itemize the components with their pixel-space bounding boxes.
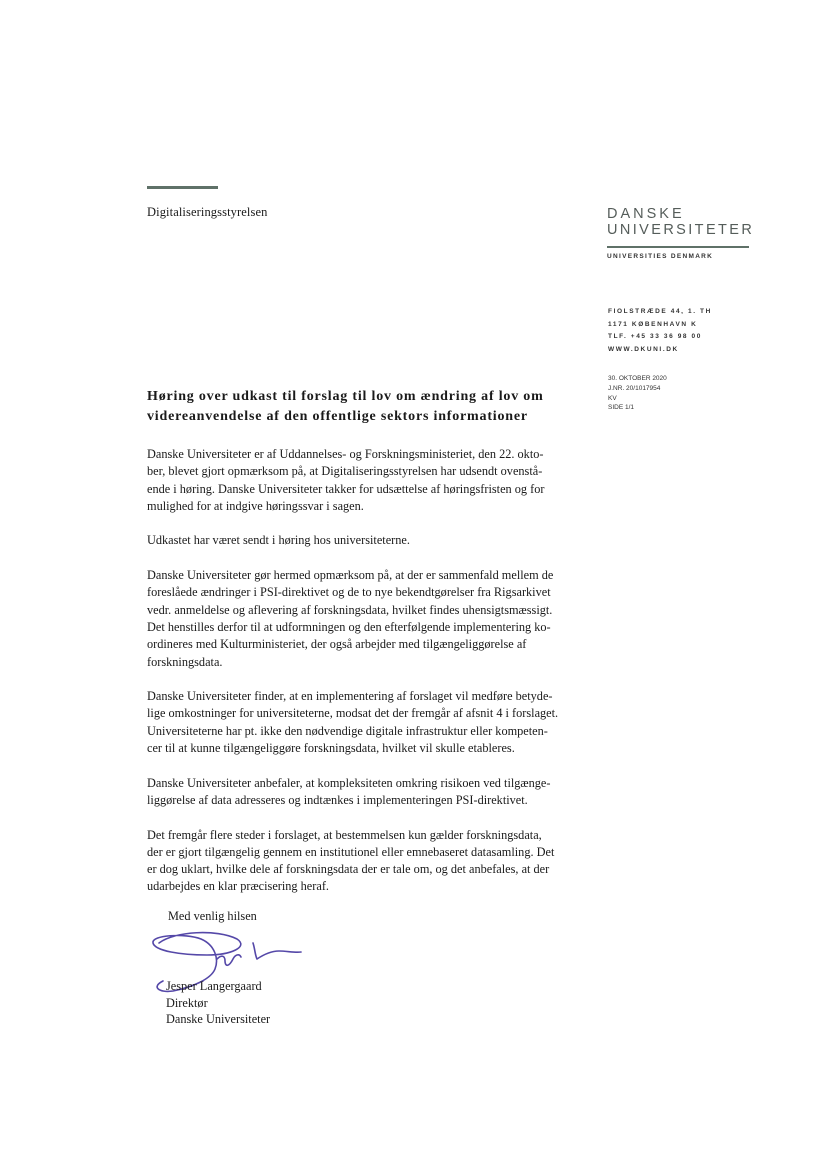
text-line: Danske Universiteter er af Uddannelses- og Forskningsministeriet, den 22. okto- [147, 447, 544, 461]
paragraph [147, 688, 612, 757]
letter-subject [147, 387, 597, 427]
text-line: der er gjort tilgængelig gennem en institutionel eller emnebaseret datasamling. Det [147, 844, 555, 859]
paragraph [147, 775, 612, 810]
paragraph [147, 532, 612, 549]
text-line: liggørelse af data adresseres og indtænkes i implementeringen PSI-direktivet. [147, 792, 528, 807]
text-line: Udkastet har været sendt i høring hos universiteterne. [147, 533, 410, 548]
letter-body [147, 446, 612, 913]
paragraph [147, 446, 612, 515]
text-line: ordineres med Kulturministeriet, der også arbejder med tilgængeliggørelse af [147, 637, 527, 652]
paragraph [147, 567, 612, 671]
address-city: 1171 KØBENHAVN K [608, 320, 698, 328]
text-line: ber, blevet gjort opmærksom på, at Digitaliseringsstyrelsen har udsendt ovenstå- [147, 464, 543, 479]
text-line: lige omkostninger for universiteterne, modsat det der fremgår af afsnit 4 i forslaget. [147, 706, 559, 721]
letter-metadata [608, 374, 667, 413]
signer-organization: Danske Universiteter [166, 1012, 271, 1026]
text-line: foreslåede ændringer i PSI-direktivet og de to nye bekendtgørelser fra Rigsarkivet [147, 585, 551, 600]
address-street: FIOLSTRÆDE 44, 1. TH [608, 308, 712, 315]
logo-line-universiteter: UNIVERSITETER [607, 222, 755, 238]
paragraph [147, 827, 612, 896]
closing-salutation: Med venlig hilsen [168, 909, 257, 923]
text-line: Universiteterne har pt. ikke den nødvendige digitale infrastruktur eller kompeten- [147, 723, 548, 738]
signer-block [166, 978, 270, 1028]
text-line: Det henstilles derfor til at udformningen og den efterfølgende implementering ko- [147, 619, 551, 634]
author-initials: KV [608, 394, 617, 402]
text-line: forskningsdata. [147, 654, 223, 669]
letter-date: 30. OKTOBER 2020 [608, 375, 667, 382]
text-line: vedr. anmeldelse og aflevering af forskningsdata, hvilket findes uhensigtsmæssigt. [147, 602, 553, 617]
text-line: Danske Universiteter anbefaler, at kompleksiteten omkring risikoen ved tilgænge- [147, 775, 551, 790]
text-line: udarbejdes en klar præcisering heraf. [147, 879, 329, 894]
subject-line: Høring over udkast til forslag til lov om ændring af lov om [147, 389, 544, 404]
text-line: cer til at kunne tilgængeliggøre forskningsdata, hvilket vil skulle etableres. [147, 741, 515, 756]
logo-subtitle: UNIVERSITIES DENMARK [607, 253, 714, 260]
organization-logo [607, 206, 755, 260]
text-line: Det fremgår flere steder i forslaget, at bestemmelsen kun gælder forskningsdata, [147, 827, 542, 842]
signer-name: Jesper Langergaard [166, 979, 262, 993]
text-line: er dog uklart, hvilke dele af forskningsdata der er tale om, og det anbefales, at der [147, 862, 550, 877]
address-phone: TLF. +45 33 36 98 00 [608, 333, 702, 340]
recipient: Digitaliseringsstyrelsen [147, 205, 268, 219]
text-line: mulighed for at indgive høringssvar i sagen. [147, 498, 364, 513]
text-line: Danske Universiteter finder, at en implementering af forslaget vil medføre betyde- [147, 689, 553, 704]
address-web: WWW.DKUNI.DK [608, 345, 679, 353]
text-line: Danske Universiteter gør hermed opmærksom på, at der er sammenfald mellem de [147, 568, 554, 583]
sender-address [608, 306, 712, 356]
logo-line-danske: DANSKE [607, 206, 685, 222]
logo-divider [607, 246, 749, 248]
header-accent-rule [147, 186, 218, 189]
journal-number: J.NR. 20/1017954 [608, 384, 661, 392]
signer-title: Direktør [166, 995, 208, 1010]
text-line: ende i høring. Danske Universiteter takker for udsættelse af høringsfristen og for [147, 481, 545, 496]
subject-line: videreanvendelse af den offentlige sektors informationer [147, 409, 528, 424]
page-number: SIDE 1/1 [608, 404, 635, 412]
